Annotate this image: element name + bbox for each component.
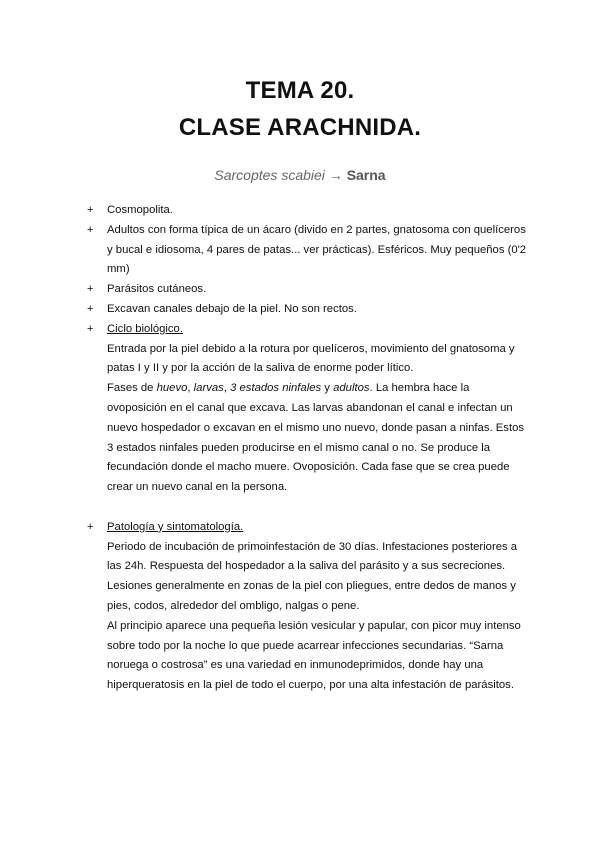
- arrow-icon: →: [328, 167, 343, 183]
- spacer: [87, 498, 527, 518]
- bullet-icon: +: [87, 520, 94, 533]
- ciclo-section: [87, 320, 527, 498]
- phase-larvas: larvas: [193, 382, 224, 395]
- ciclo-p2-rest: . La hembra hace la ovoposición en el canal que excava. Las larvas abandonan el canal e infectan un nuevo hospedador o excavan en el mismo uno nuevo, donde pasan a ninfas. Estos 3 estados ninfales pueden producirse en el mismo canal o no. Se produce la fecundación donde el macho muere. Ovoposición. Cada fase que se crea puede crear un nuevo canal en la persona.: [107, 382, 525, 494]
- phase-ninfales: 3 estados ninfales: [230, 382, 322, 395]
- patologia-section: [87, 518, 527, 696]
- bullet-icon: +: [87, 283, 94, 296]
- item-text: Parásitos cutáneos.: [107, 283, 207, 296]
- list-item: [87, 280, 527, 300]
- sep: ,: [187, 382, 194, 395]
- page-title-line-2: CLASE ARACHNIDA.: [178, 114, 422, 141]
- list-item: [87, 221, 527, 280]
- patologia-heading: Patología y sintomatología.: [107, 520, 244, 533]
- page-title-line-1: TEMA 20.: [245, 77, 355, 104]
- notes-body: [87, 201, 527, 696]
- item-text: Adultos con forma típica de un ácaro (divido en 2 partes, gnatosoma con quelíceros y bucal e idiosoma, 4 pares de patas... ver prácticas). Esféricos. Muy pequeños (0'2 mm): [107, 223, 527, 276]
- subtitle: [0, 166, 600, 184]
- sep: ,: [223, 382, 231, 395]
- bullet-icon: +: [87, 223, 94, 236]
- list-item: [87, 300, 527, 320]
- phase-adultos: adultos: [333, 382, 370, 395]
- phase-huevo: huevo: [156, 382, 188, 395]
- disease-name: Sarna: [346, 167, 386, 183]
- bullet-icon: +: [87, 204, 94, 216]
- ciclo-paragraph-2: [107, 379, 527, 498]
- patologia-paragraph-2: Al principio aparece una pequeña lesión vesicular y papular, con picor muy intenso sobre todo por la noche lo que puede acarrear infecciones secundarias. “Sarna noruega o costrosa” es una variedad en inmunodeprimidos, donde hay una hiperqueratosis en la piel de todo el cuerpo, por una alta infestación de parásitos.: [107, 619, 521, 692]
- item-text: Excavan canales debajo de la piel. No son rectos.: [107, 302, 357, 315]
- ciclo-heading: Ciclo biológico.: [107, 322, 183, 335]
- ciclo-p2-start: Fases de: [107, 382, 157, 395]
- sep: y: [321, 382, 334, 395]
- bullet-icon: +: [87, 302, 94, 315]
- item-text: Cosmopolita.: [107, 204, 173, 216]
- list-item: [87, 201, 527, 221]
- species-name: Sarcoptes scabiei: [214, 167, 325, 183]
- ciclo-paragraph-1: Entrada por la piel debido a la rotura por quelíceros, movimiento del gnatosoma y patas I y II y por la acción de la saliva de enorme poder lítico.: [107, 342, 515, 375]
- bullet-icon: +: [87, 322, 94, 335]
- patologia-paragraph-1: Periodo de incubación de primoinfestación de 30 días. Infestaciones posteriores a las 24h. Respuesta del hospedador a la saliva del parásito y a sus secreciones. Lesiones generalmente en zonas de la piel con pliegues, entre dedos de manos y pies, codos, alrededor del ombligo, nalgas o pene.: [107, 540, 518, 612]
